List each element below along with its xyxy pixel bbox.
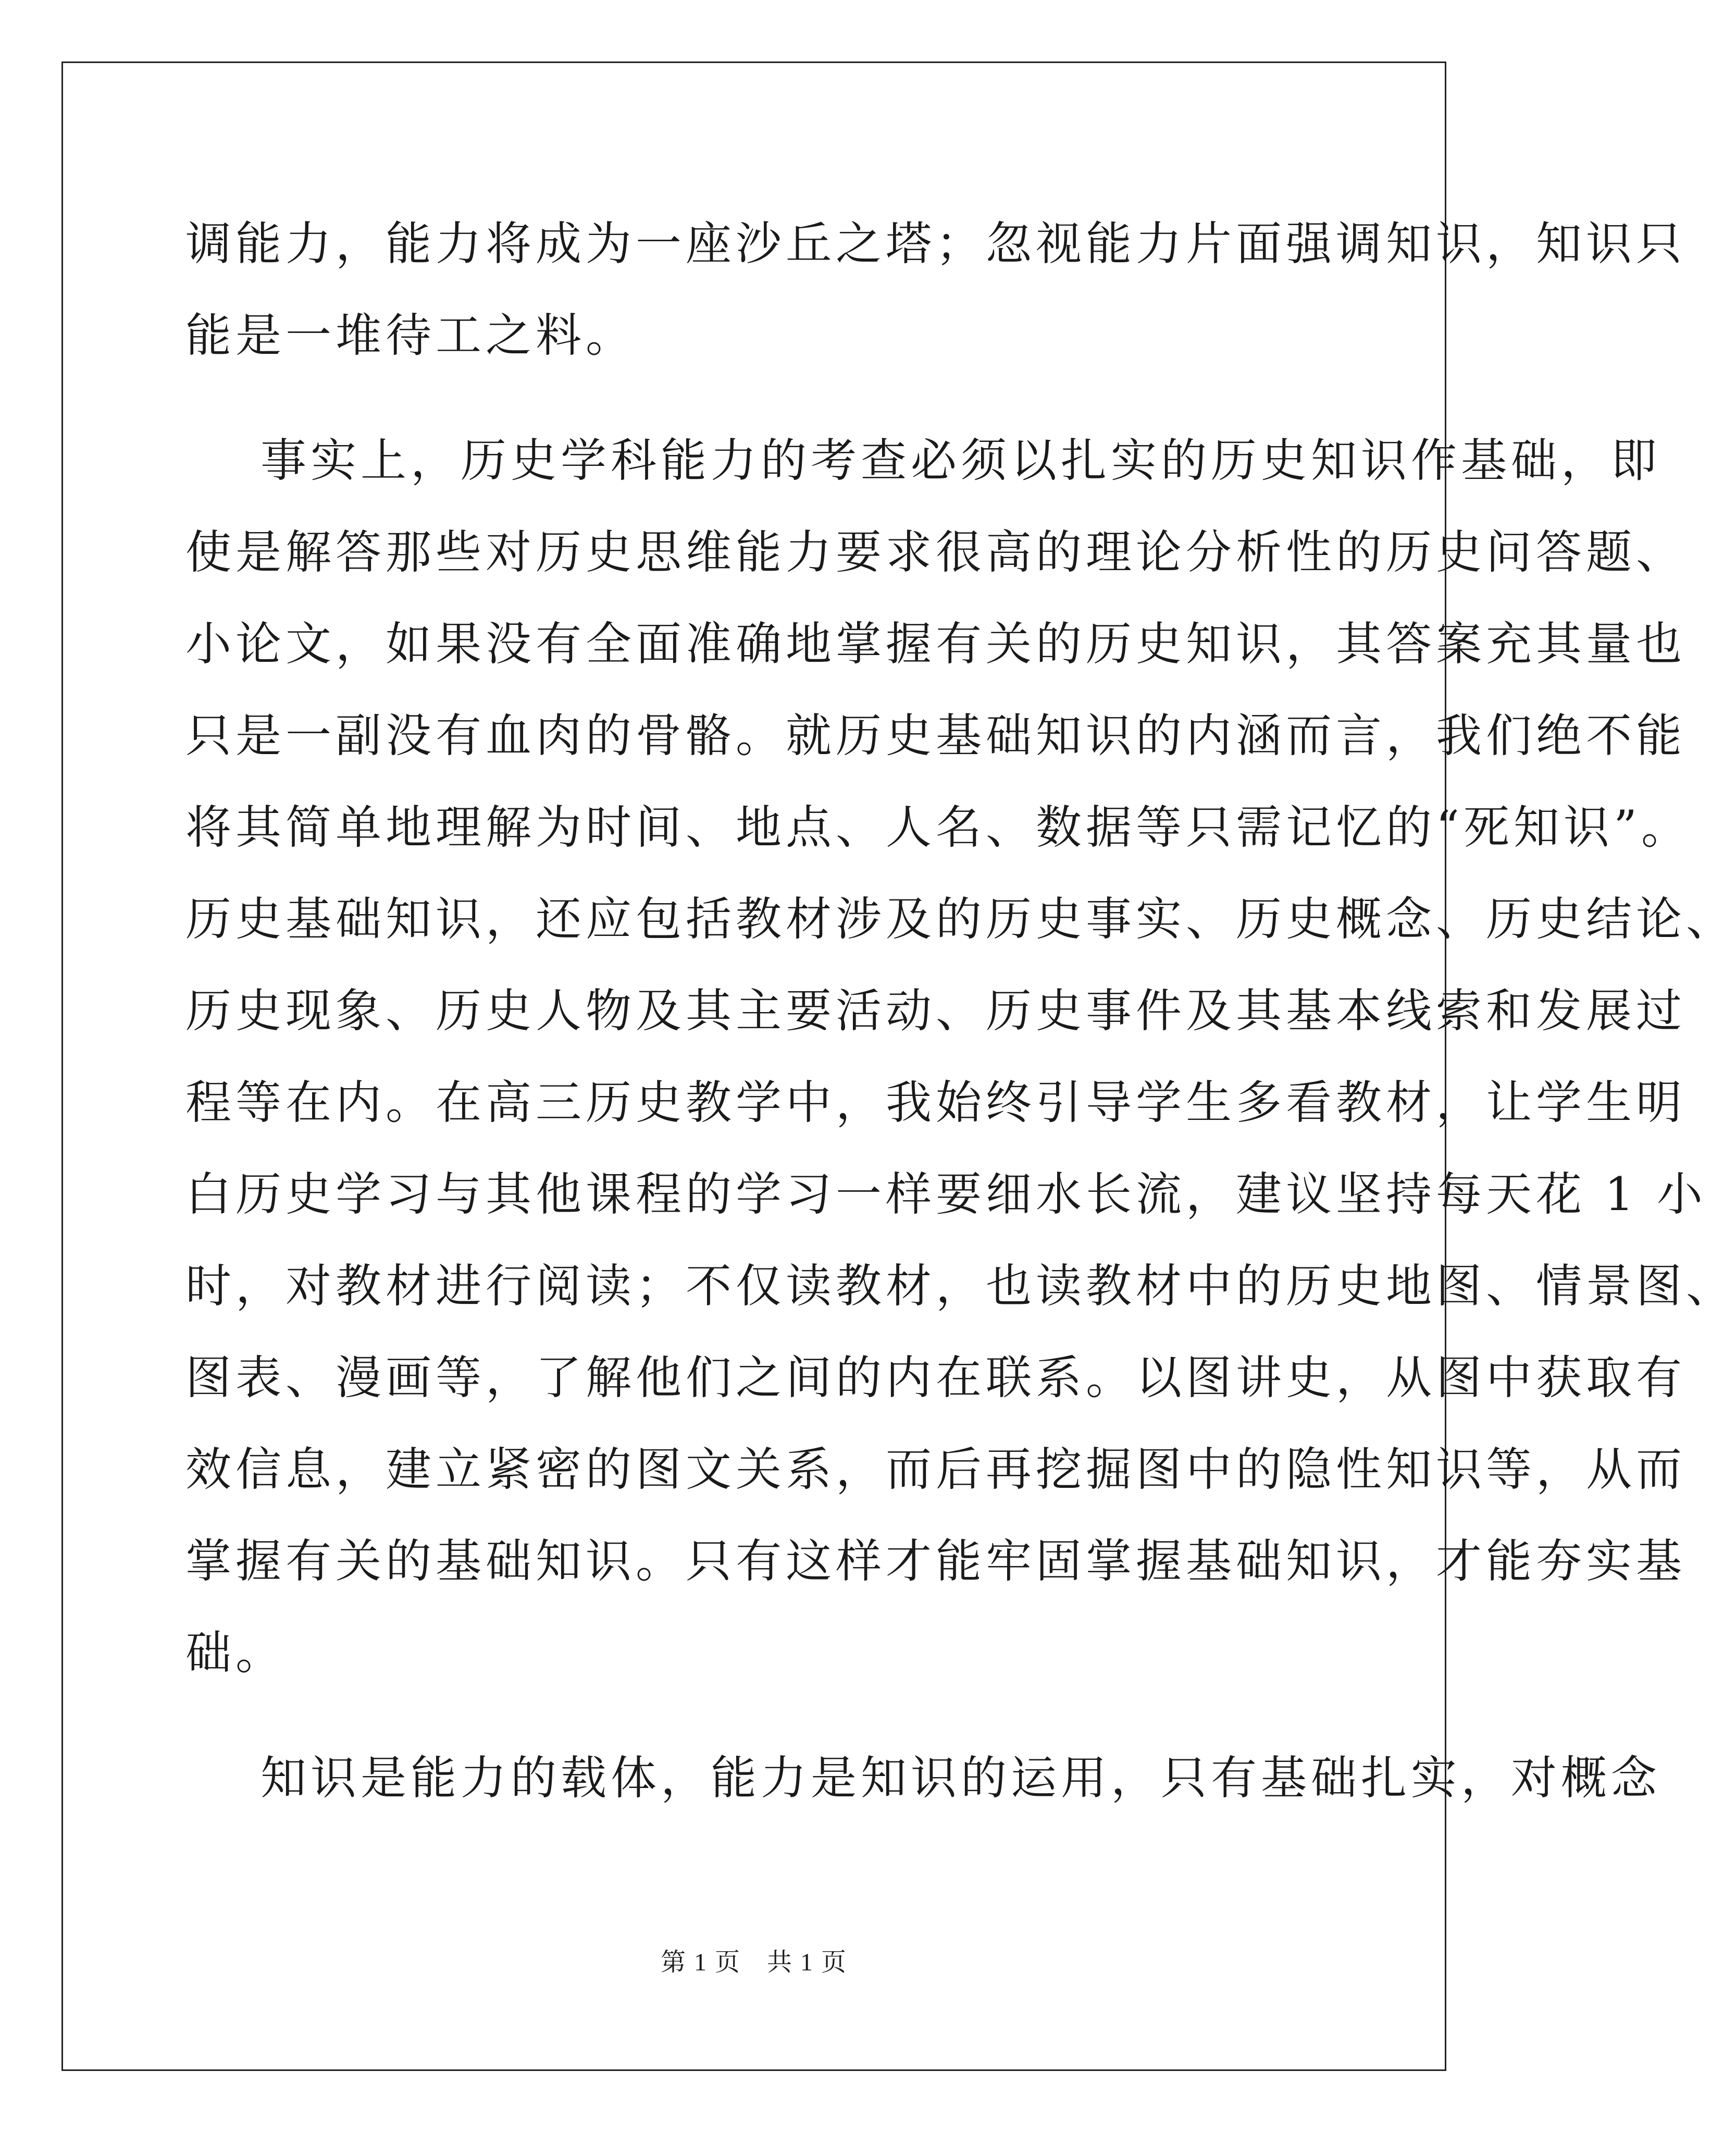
paragraph-gap	[185, 381, 1332, 415]
text-line: 白历史学习与其他课程的学习一样要细水长流，建议坚持每天花 1 小	[185, 1167, 1707, 1221]
page-footer: 第 1 页 共 1 页	[660, 1949, 847, 1976]
text-line: 事实上，历史学科能力的考查必须以扎实的历史知识作基础，即	[261, 434, 1661, 487]
text-line: 效信息，建立紧密的图文关系，而后再挖掘图中的隐性知识等，从而	[185, 1442, 1687, 1496]
text-line: 历史现象、历史人物及其主要活动、历史事件及其基本线索和发展过	[185, 984, 1687, 1038]
text-line: 程等在内。在高三历史教学中，我始终引导学生多看教材，让学生明	[185, 1076, 1687, 1129]
text-line: 时，对教材进行阅读；不仅读教材，也读教材中的历史地图、情景图、	[185, 1259, 1736, 1313]
text-line: 调能力，能力将成为一座沙丘之塔；忽视能力片面强调知识，知识只	[185, 217, 1687, 270]
text-line: 础。	[185, 1626, 286, 1680]
text-line: 知识是能力的载体，能力是知识的运用，只有基础扎实，对概念	[261, 1751, 1661, 1805]
paragraph-gap	[185, 1699, 1332, 1732]
text-line: 将其简单地理解为时间、地点、人名、数据等只需记忆的“死知识”。	[185, 800, 1691, 854]
text-line: 使是解答那些对历史思维能力要求很高的理论分析性的历史问答题、	[185, 525, 1687, 579]
text-line: 小论文，如果没有全面准确地掌握有关的历史知识，其答案充其量也	[185, 617, 1687, 671]
text-line: 只是一副没有血肉的骨骼。就历史基础知识的内涵而言，我们绝不能	[185, 709, 1687, 762]
document-body	[185, 198, 1736, 1824]
text-line: 能是一堆待工之料。	[185, 309, 636, 362]
text-line: 历史基础知识，还应包括教材涉及的历史事实、历史概念、历史结论、	[185, 892, 1736, 946]
text-line: 图表、漫画等，了解他们之间的内在联系。以图讲史，从图中获取有	[185, 1351, 1687, 1404]
text-line: 掌握有关的基础知识。只有这样才能牢固掌握基础知识，才能夯实基	[185, 1534, 1687, 1588]
